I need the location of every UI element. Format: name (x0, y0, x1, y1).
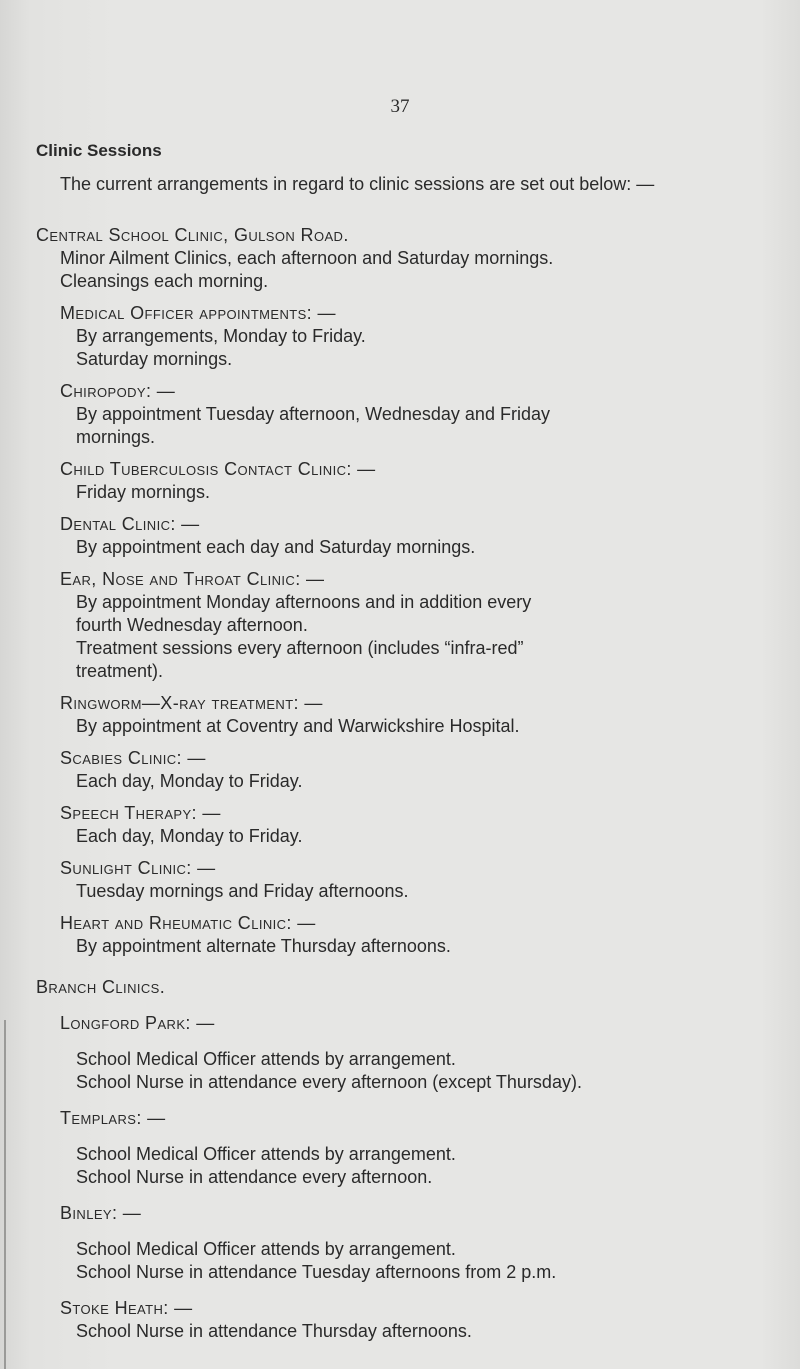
section-line: By arrangements, Monday to Friday. (76, 326, 366, 346)
section-title-templars: Templars: — (60, 1108, 166, 1128)
section-line: treatment). (76, 661, 164, 681)
section-line: School Nurse in attendance Thursday afternoons. (76, 1321, 472, 1341)
intro-paragraph: The current arrangements in regard to clinic sessions are set out below: — (60, 174, 655, 194)
section-line: Tuesday mornings and Friday afternoons. (76, 881, 409, 901)
clinic-list (36, 224, 736, 1343)
branch-clinics-title: Branch Clinics. (36, 977, 166, 997)
section-title-ringworm: Ringworm—X-ray treatment: — (60, 693, 323, 713)
section-title-scabies: Scabies Clinic: — (60, 748, 206, 768)
section-title-dental: Dental Clinic: — (60, 514, 200, 534)
page-edge-line (4, 1020, 6, 1369)
central-line: Minor Ailment Clinics, each afternoon and Saturday mornings. (60, 248, 554, 268)
section-title-speech: Speech Therapy: — (60, 803, 221, 823)
section-title-stoke-heath: Stoke Heath: — (60, 1298, 193, 1318)
section-line: By appointment Tuesday afternoon, Wednesday and Friday (76, 404, 550, 424)
section-title-ent: Ear, Nose and Throat Clinic: — (60, 569, 325, 589)
section-title-heart: Heart and Rheumatic Clinic: — (60, 913, 316, 933)
section-line: fourth Wednesday afternoon. (76, 615, 308, 635)
section-title-tuberculosis: Child Tuberculosis Contact Clinic: — (60, 459, 376, 479)
section-line: By appointment Monday afternoons and in addition every (76, 592, 532, 612)
section-line: Friday mornings. (76, 482, 211, 502)
section-line: By appointment each day and Saturday mornings. (76, 537, 476, 557)
section-line: Each day, Monday to Friday. (76, 826, 303, 846)
section-line: Saturday mornings. (76, 349, 233, 369)
section-heading: Clinic Sessions (36, 141, 162, 160)
section-title-chiropody: Chiropody: — (60, 381, 176, 401)
section-line: By appointment alternate Thursday afternoons. (76, 936, 451, 956)
section-line: Treatment sessions every afternoon (includes “infra-red” (76, 638, 524, 658)
section-line: School Nurse in attendance Tuesday afternoons from 2 p.m. (76, 1262, 557, 1282)
section-line: School Medical Officer attends by arrangement. (76, 1049, 456, 1069)
section-line: School Nurse in attendance every afternoon. (76, 1167, 433, 1187)
section-line: School Medical Officer attends by arrangement. (76, 1144, 456, 1164)
section-title-binley: Binley: — (60, 1203, 142, 1223)
page-number: 37 (390, 96, 410, 117)
section-line: By appointment at Coventry and Warwickshire Hospital. (76, 716, 520, 736)
central-clinic-title: Central School Clinic, Gulson Road. (36, 225, 349, 245)
section-line: Each day, Monday to Friday. (76, 771, 303, 791)
section-line: School Nurse in attendance every afternoon (except Thursday). (76, 1072, 582, 1092)
section-title-medical-officer: Medical Officer appointments: — (60, 303, 336, 323)
section-title-sunlight: Sunlight Clinic: — (60, 858, 216, 878)
section-line: School Medical Officer attends by arrangement. (76, 1239, 456, 1259)
section-line: mornings. (76, 427, 156, 447)
section-title-longford: Longford Park: — (60, 1013, 215, 1033)
central-line: Cleansings each morning. (60, 271, 269, 291)
